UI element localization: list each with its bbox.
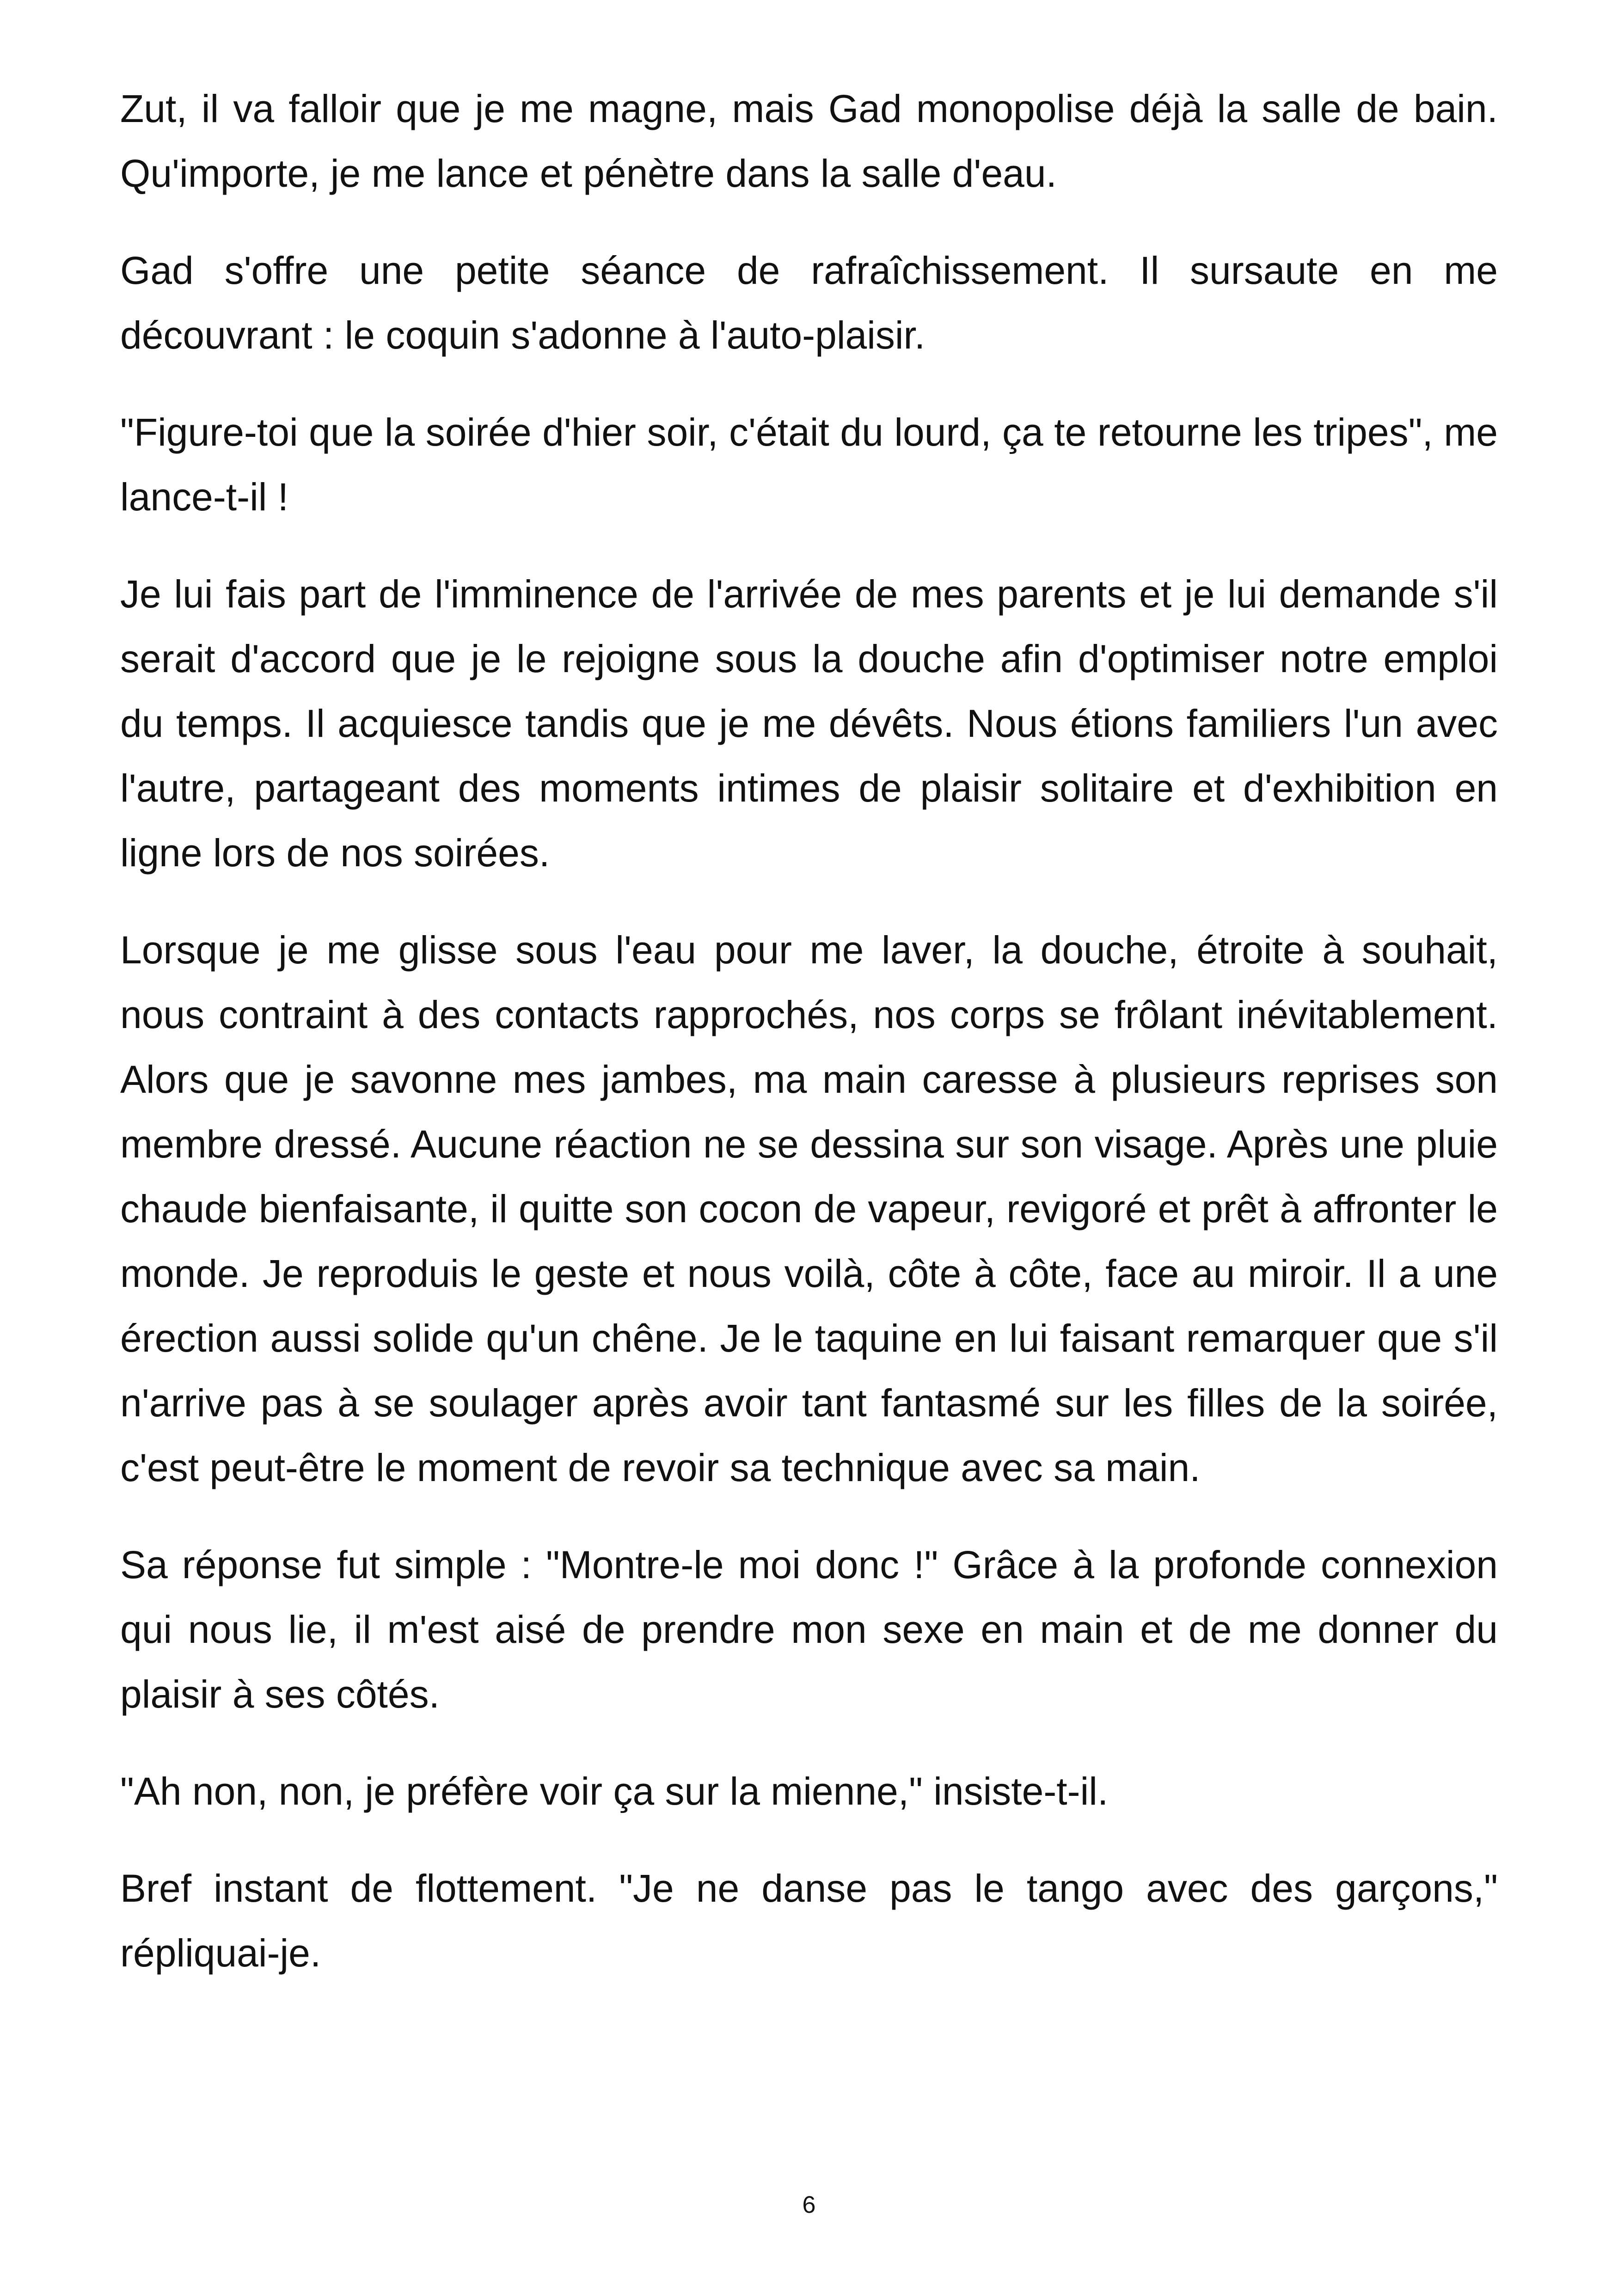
paragraph-8: Bref instant de flottement. "Je ne danse pas le tango avec des garçons," répliquai-je.	[120, 1867, 1498, 1975]
paragraph-5: Lorsque je me glisse sous l'eau pour me laver, la douche, étroite à souhait, nous contraint à des contacts rapprochés, nos corps se frôlant inévitablement. Alors que je savonne mes jambes, ma main caresse à plusieurs reprises son membre dressé. Aucune réaction ne se dessina sur son visage. Après une pluie chaude bienfaisante, il quitte son cocon de vapeur, revigoré et prêt à affronter le monde. Je reproduis le geste et nous voilà, côte à côte, face au miroir. Il a une érection aussi solide qu'un chêne. Je le taquine en lui faisant remarquer que s'il n'arrive pas à se soulager après avoir tant fantasmé sur les filles de la soirée, c'est peut-être le moment de revoir sa technique avec sa main.	[120, 928, 1498, 1489]
body-text	[120, 76, 1498, 2018]
paragraph-4: Je lui fais part de l'imminence de l'arrivée de mes parents et je lui demande s'il serait d'accord que je le rejoigne sous la douche afin d'optimiser notre emploi du temps. Il acquiesce tandis que je me dévêts. Nous étions familiers l'un avec l'autre, partageant des moments intimes de plaisir solitaire et d'exhibition en ligne lors de nos soirées.	[120, 572, 1498, 875]
paragraph-3: "Figure-toi que la soirée d'hier soir, c'était du lourd, ça te retourne les tripes", me lance-t-il !	[120, 410, 1498, 519]
page-number: 6	[802, 2192, 816, 2218]
paragraph-2: Gad s'offre une petite séance de rafraîchissement. Il sursaute en me découvrant : le coquin s'adonne à l'auto-plaisir.	[120, 249, 1498, 357]
paragraph-7: "Ah non, non, je préfère voir ça sur la mienne," insiste-t-il.	[120, 1769, 1109, 1813]
paragraph-6: Sa réponse fut simple : "Montre-le moi donc !" Grâce à la profonde connexion qui nous lie, il m'est aisé de prendre mon sexe en main et de me donner du plaisir à ses côtés.	[120, 1543, 1498, 1716]
paragraph-1: Zut, il va falloir que je me magne, mais Gad monopolise déjà la salle de bain. Qu'importe, je me lance et pénètre dans la salle d'eau.	[120, 87, 1498, 195]
